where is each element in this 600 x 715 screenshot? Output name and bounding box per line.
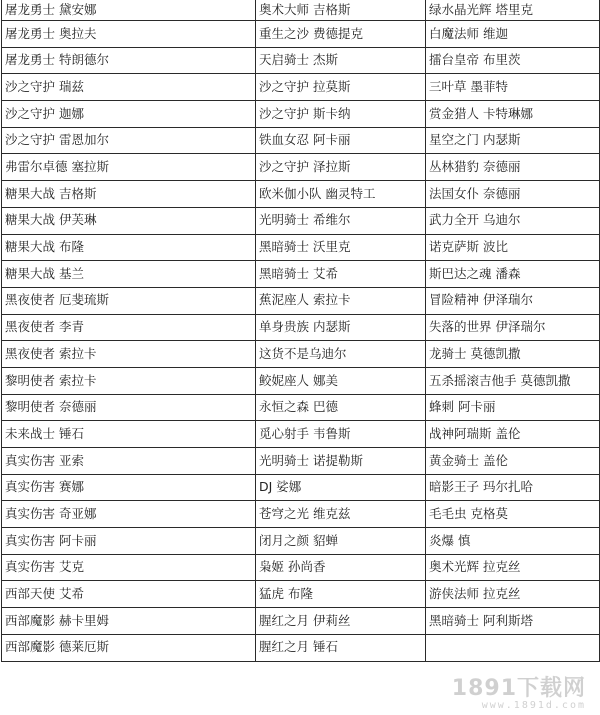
table-cell xyxy=(426,634,600,661)
table-cell: 腥红之月 锤石 xyxy=(256,634,426,661)
table-row xyxy=(2,287,600,314)
table-cell: 沙之守护 拉莫斯 xyxy=(256,74,426,101)
table-cell: 冒险精神 伊泽瑞尔 xyxy=(426,287,600,314)
table-cell: 毛毛虫 克格莫 xyxy=(426,501,600,528)
table-cell: 西部天使 艾希 xyxy=(2,581,256,608)
table-row xyxy=(2,127,600,154)
table-cell: 天启骑士 杰斯 xyxy=(256,47,426,74)
table-row xyxy=(2,234,600,261)
table-cell: 法国女仆 奈德丽 xyxy=(426,181,600,208)
table-row xyxy=(2,581,600,608)
table-cell: 枭姬 孙尚香 xyxy=(256,554,426,581)
table-row xyxy=(2,554,600,581)
table-row xyxy=(2,394,600,421)
table-cell: 丛林猎豹 奈德丽 xyxy=(426,154,600,181)
table-cell: 沙之守护 迦娜 xyxy=(2,101,256,128)
table-cell: 武力全开 乌迪尔 xyxy=(426,207,600,234)
table-cell: 蕉泥座人 索拉卡 xyxy=(256,287,426,314)
table-cell: DJ 娑娜 xyxy=(256,474,426,501)
table-row xyxy=(2,367,600,394)
table-cell: 苍穹之光 维克兹 xyxy=(256,501,426,528)
table-cell: 真实伤害 奇亚娜 xyxy=(2,501,256,528)
table-cell: 西部魔影 德莱厄斯 xyxy=(2,634,256,661)
table-row xyxy=(2,101,600,128)
table-cell: 暗影王子 玛尔扎哈 xyxy=(426,474,600,501)
table-cell: 重生之沙 费德提克 xyxy=(256,21,426,48)
table-cell: 铁血女忍 阿卡丽 xyxy=(256,127,426,154)
table-cell: 黑暗骑士 沃里克 xyxy=(256,234,426,261)
table-row xyxy=(2,608,600,635)
watermark-brand: 1891下载网 xyxy=(451,676,586,701)
table-cell: 腥红之月 伊莉丝 xyxy=(256,608,426,635)
table-cell: 战神阿瑞斯 盖伦 xyxy=(426,421,600,448)
table-row xyxy=(2,421,600,448)
table-row xyxy=(2,74,600,101)
site-watermark xyxy=(452,671,586,711)
table-cell: 黑夜使者 索拉卡 xyxy=(2,341,256,368)
skin-table xyxy=(1,0,600,662)
table-cell: 未来战士 锤石 xyxy=(2,421,256,448)
table-cell: 擂台皇帝 布里茨 xyxy=(426,47,600,74)
table-cell: 诺克萨斯 波比 xyxy=(426,234,600,261)
table-cell: 糖果大战 基兰 xyxy=(2,261,256,288)
table-cell: 闭月之颜 貂蝉 xyxy=(256,528,426,555)
table-cell: 炎爆 慎 xyxy=(426,528,600,555)
table-cell: 黑夜使者 李青 xyxy=(2,314,256,341)
table-row xyxy=(2,181,600,208)
table-cell: 奥术光辉 拉克丝 xyxy=(426,554,600,581)
table-row xyxy=(2,501,600,528)
table-row xyxy=(2,341,600,368)
table-cell: 糖果大战 布隆 xyxy=(2,234,256,261)
table-row xyxy=(2,21,600,48)
table-row xyxy=(2,528,600,555)
table-cell: 沙之守护 斯卡纳 xyxy=(256,101,426,128)
table-cell: 黑夜使者 厄斐琉斯 xyxy=(2,287,256,314)
table-cell: 失落的世界 伊泽瑞尔 xyxy=(426,314,600,341)
table-cell: 星空之门 内瑟斯 xyxy=(426,127,600,154)
table-cell: 真实伤害 赛娜 xyxy=(2,474,256,501)
table-cell: 屠龙勇士 奥拉夫 xyxy=(2,21,256,48)
table-cell: 欧米伽小队 幽灵特工 xyxy=(256,181,426,208)
table-cell: 龙骑士 莫德凯撒 xyxy=(426,341,600,368)
table-cell: 沙之守护 雷恩加尔 xyxy=(2,127,256,154)
table-cell: 光明骑士 希维尔 xyxy=(256,207,426,234)
table-cell: 觅心射手 韦鲁斯 xyxy=(256,421,426,448)
table-row xyxy=(2,261,600,288)
table-cell: 黎明使者 索拉卡 xyxy=(2,367,256,394)
table-cell: 真实伤害 亚索 xyxy=(2,448,256,475)
table-cell: 屠龙勇士 特朗德尔 xyxy=(2,47,256,74)
table-cell: 黎明使者 奈德丽 xyxy=(2,394,256,421)
table-cell: 糖果大战 吉格斯 xyxy=(2,181,256,208)
table-cell: 永恒之森 巴德 xyxy=(256,394,426,421)
skin-table-body xyxy=(2,0,600,661)
table-cell: 黄金骑士 盖伦 xyxy=(426,448,600,475)
table-cell: 斯巴达之魂 潘森 xyxy=(426,261,600,288)
table-cell: 真实伤害 阿卡丽 xyxy=(2,528,256,555)
table-row xyxy=(2,314,600,341)
table-row xyxy=(2,0,600,21)
watermark-url: www.1891d.com xyxy=(481,700,586,711)
table-cell: 游侠法师 拉克丝 xyxy=(426,581,600,608)
table-cell: 白魔法师 维迦 xyxy=(426,21,600,48)
table-cell: 这货不是乌迪尔 xyxy=(256,341,426,368)
table-cell: 真实伤害 艾克 xyxy=(2,554,256,581)
table-cell: 单身贵族 内瑟斯 xyxy=(256,314,426,341)
table-cell: 蜂刺 阿卡丽 xyxy=(426,394,600,421)
table-cell: 糖果大战 伊芙琳 xyxy=(2,207,256,234)
table-cell: 沙之守护 瑞兹 xyxy=(2,74,256,101)
table-row xyxy=(2,474,600,501)
table-cell: 五杀摇滚吉他手 莫德凯撒 xyxy=(426,367,600,394)
table-cell: 光明骑士 诺提勒斯 xyxy=(256,448,426,475)
table-row xyxy=(2,448,600,475)
table-row xyxy=(2,634,600,661)
table-cell: 奥术大师 吉格斯 xyxy=(256,0,426,21)
table-cell: 西部魔影 赫卡里姆 xyxy=(2,608,256,635)
table-cell: 黑暗骑士 阿利斯塔 xyxy=(426,608,600,635)
table-row xyxy=(2,207,600,234)
table-cell: 屠龙勇士 黛安娜 xyxy=(2,0,256,21)
table-row xyxy=(2,154,600,181)
table-cell: 绿水晶光辉 塔里克 xyxy=(426,0,600,21)
table-cell: 赏金猎人 卡特琳娜 xyxy=(426,101,600,128)
table-cell: 弗雷尔卓德 塞拉斯 xyxy=(2,154,256,181)
table-cell: 黑暗骑士 艾希 xyxy=(256,261,426,288)
table-cell: 沙之守护 泽拉斯 xyxy=(256,154,426,181)
table-cell: 猛虎 布隆 xyxy=(256,581,426,608)
table-cell: 三叶草 墨菲特 xyxy=(426,74,600,101)
table-cell: 鲛妮座人 娜美 xyxy=(256,367,426,394)
table-row xyxy=(2,47,600,74)
